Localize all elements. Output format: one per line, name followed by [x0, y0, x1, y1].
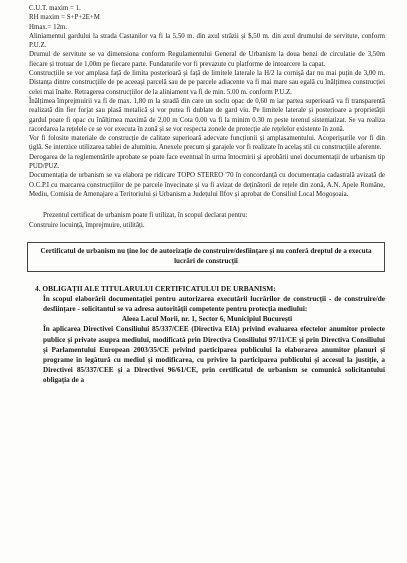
notice-box: Certificatul de urbanism nu ține loc de autorizație de construire/desființare și nu conferă dreptul de a executa lucrări de construcții [27, 242, 385, 273]
purpose-value: Construire locuință, împrejmuire, utilități. [29, 221, 145, 229]
paragraph-aliniament: Aliniamentul gardului la strada Castanilor va fi la 5,50 m. din axul străzii și $,50 m. din axul drumului de servitute, conform P.U.Z. [29, 32, 385, 50]
cut-line: C.U.T. maxim = 1. [29, 5, 81, 12]
paragraph-amplasare: Construcțiile se vor amplasa față de limita posterioară și față de limitele laterale la H/2 la cornișă dar nu mai puțin de 3,00 m. Distanța dintre construcțiile de pe aceeași parcelă sau de pe parcele adiacente va fi mai mare sau egală cu înălțimea construcției celei mai înalte. Retragerea construcțiilor de la aliniament va fi de min. 5.00 m. conform P.U.Z. [29, 70, 385, 96]
paragraph-imprejmuire: Înălțimea împrejmuirii va fi de max. 1,80 m la stradă din care un soclu opac de 0,60 m iar partea superioară va fi transparentă realizată din fier forjat sau plasă metalică și vor putea fi dublate de gard viu. Pe limitele laterale și posterioare a proprietății gardul poate fi opac cu înălțimea maximă de 2,00 m Cota 0.00 va fi la minim 0.30 m peste terenul sistematizat. Se va realiza racordarea la rețelele ce se vor executa în zonă și se vor respecta zonele de protecție ale rețelelor existente în zonă. [29, 97, 385, 133]
paragraph-drum-servitute: Drumul de servitute se va dimensiona conform Regulamentului General de Urbanism la doua benzi de circulatie de 3,50m fiecare și trotuar de 1,00m pe fiecare parte. Fundaturile vor fi prevazute cu platforme de intoarcere la capat. [29, 51, 385, 68]
purpose-intro: Prezentul certificat de urbanism poate fi utilizat, în scopul declarat pentru: [43, 212, 248, 220]
eia-paragraph: În aplicarea Directivei Consiliului 85/337/CEE (Directiva EIA) privind evaluarea efectelor anumitor proiecte publice și private asupra mediului, modificată prin Directiva Consiliului 97/11/CE și prin Directiva Consiliului și Parlamentului European 2003/35/CE privind participarea publicului la elaborarea anumitor planuri și programe în legătură cu mediul și modificarea, cu privire la participarea publicului și accesul la justiție, a Directivei 85/337/CEE și a Directivei 96/61/CE, prin certificatul de urbanism se comunică solicitantului obligația de a [43, 325, 385, 385]
section-4-intro: În scopul elaborării documentației pentru autorizarea executării lucrărilor de construcții - de construire/de desființare - solicitantul se va adresa autorității competente pentru protecția mediului: [43, 294, 385, 313]
paragraph-derogare: Derogarea de la reglementările aprobate se poate face eventual în urma întocmirii și aprobării unei documentații de urbanism tip PUD/PUZ. [29, 153, 385, 171]
paragraph-materiale: Vor fi folosite materiale de construcție de calitate superioară adecvate funcțiunii și amplasamentului. Acoperișurile vor fi din țiglă. Se interzice utilizarea tablei de aluminiu. Anexele precum și garajele vor fi realizate în acelaș stil cu construcțiile aferente. [29, 135, 385, 152]
hmax-line: Hmax.= 12m. [29, 23, 68, 31]
rh-line: RH maxim = S+P+2E+M [29, 14, 100, 22]
section-4-title: 4. OBLIGAȚII ALE TITULARULUI CERTIFICATULUI DE URBANISM: [35, 284, 276, 294]
authority-address: Aleea Lacul Morii, nr. 1, Sector 6, Municipiul București [121, 315, 293, 324]
paragraph-documentatie: Documentația de urbanism se va elabora pe ridicare TOPO STEREO '70 în concordanță cu documentația cadastrală avizată de O.C.P.I cu marcarea construcțiilor de pe parcele învecinate și va fi avizat de deținătorii de rețele din zonă, A.N. Apele Române, Mediu, Comisia de Amenajare a Teritoriului și Urbanism a Județului Ilfov și aprobat de Consiliul Local Mogoșoaia. [29, 172, 385, 198]
